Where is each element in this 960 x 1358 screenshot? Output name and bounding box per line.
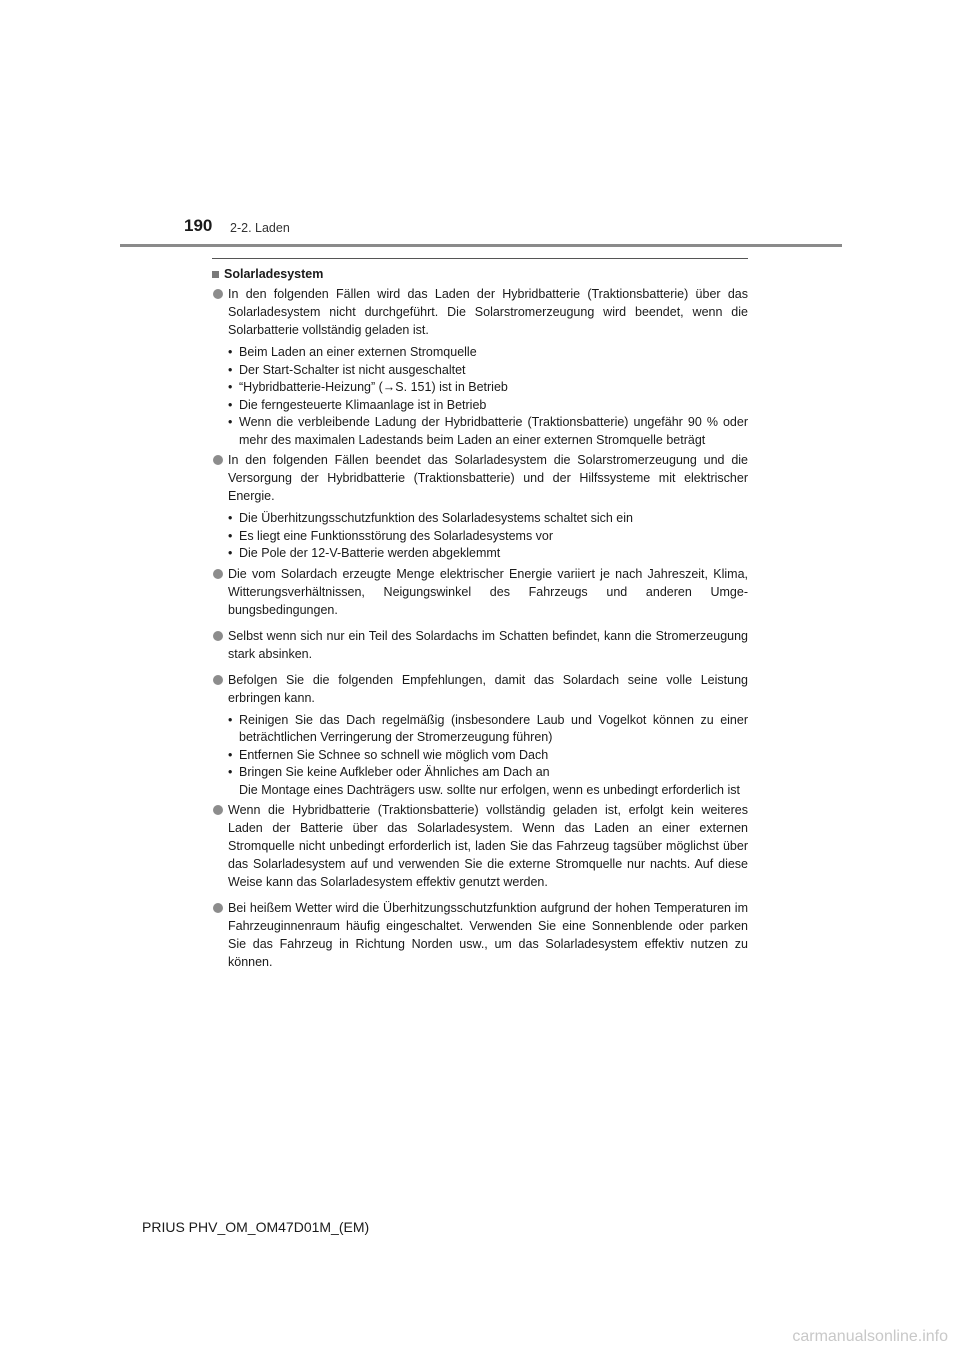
list-item-text: Bringen Sie keine Aufkleber oder Ähnliches am Dach an bbox=[239, 765, 550, 779]
list-item-text: Die Pole der 12-V-Batterie werden abgeklemmt bbox=[239, 546, 501, 560]
list-item-text: Entfernen Sie Schnee so schnell wie möglich vom Dach bbox=[239, 747, 549, 762]
dot-bullet-icon: • bbox=[228, 415, 233, 429]
note-text: Selbst wenn sich nur ein Teil des Solardachs im Schatten befindet, kann die Stromerzeugung stark absinken. bbox=[228, 628, 748, 661]
dot-bullet-icon: • bbox=[228, 362, 233, 377]
dot-bullet-icon: • bbox=[228, 747, 233, 762]
note-paragraph bbox=[212, 801, 748, 891]
list-item bbox=[228, 545, 748, 563]
section-heading bbox=[212, 267, 748, 281]
dot-bullet-icon: • bbox=[228, 511, 233, 525]
list-item bbox=[228, 362, 748, 380]
list-item-text: Die Überhitzungsschutzfunktion des Solarladesystems schaltet sich ein bbox=[239, 511, 633, 525]
watermark: carmanualsonline.info bbox=[792, 1328, 948, 1345]
list-item-text: Es liegt eine Funktionsstörung des Solarladesystems vor bbox=[239, 528, 554, 543]
note-paragraph bbox=[212, 451, 748, 505]
note-paragraph bbox=[212, 627, 748, 663]
dot-bullet-icon: • bbox=[228, 546, 233, 560]
dot-bullet-icon: • bbox=[228, 528, 233, 543]
page-number: 190 bbox=[184, 216, 213, 235]
note-text: Befolgen Sie die folgenden Empfehlungen, damit das Solardach seine volle Leistung erbringen kann. bbox=[228, 672, 748, 705]
list-item bbox=[228, 344, 748, 362]
section-divider bbox=[212, 258, 748, 259]
header-divider bbox=[120, 244, 842, 247]
list-item-text: “Hybridbatterie-Heizung” (→S. 151) ist in Betrieb bbox=[239, 380, 508, 394]
circle-bullet-icon bbox=[213, 805, 223, 815]
list-item-text: Der Start-Schalter ist nicht ausgeschaltet bbox=[239, 362, 466, 377]
note-text: Bei heißem Wetter wird die Überhitzungsschutzfunktion aufgrund der hohen Temperaturen im Fahrzeuginnenraum häufig eingeschaltet. Verwenden Sie eine Sonnenblende oder parken Sie das Fahrzeug in Richtung Norden usw., um das Solarladesystem effektiv nutzen zu können. bbox=[228, 901, 748, 969]
note-paragraph bbox=[212, 565, 748, 619]
note-text: In den folgenden Fällen wird das Laden der Hybridbatterie (Traktionsbatterie) über das Solarladesystem nicht durchgeführt. Die Solarstromerzeugung wird beendet, wenn die Solarbatterie vollständig geladen ist. bbox=[228, 287, 748, 337]
circle-bullet-icon bbox=[213, 631, 223, 641]
dot-bullet-icon: • bbox=[228, 345, 233, 359]
note-text: Wenn die Hybridbatterie (Traktionsbatterie) vollständig geladen ist, erfolgt kein weiteres Laden der Batterie über das Solarladesystem. Wenn das Laden an einer externen Stromquelle nicht unbedingt erforderlich ist, laden Sie das Fahrzeug tagsüber möglichst über das Solarladesystem auf und verwenden Sie die externe Stromquelle nur nachts. Auf diese Weise kann das Solarladesystem effektiv genutzt werden. bbox=[228, 803, 748, 889]
list-item-text: Wenn die verbleibende Ladung der Hybridbatterie (Traktionsbatterie) ungefähr 90 % oder mehr des maximalen Ladestands beim Laden an einer externen Stromquelle beträgt bbox=[239, 415, 748, 447]
list-item-note: Die Montage eines Dachträgers usw. sollte nur erfolgen, wenn es unbedingt erforderlich ist bbox=[239, 782, 740, 797]
list-item bbox=[228, 528, 748, 546]
sub-list bbox=[212, 510, 748, 563]
circle-bullet-icon bbox=[213, 903, 223, 913]
list-item bbox=[228, 414, 748, 449]
note-paragraph bbox=[212, 285, 748, 339]
circle-bullet-icon bbox=[213, 289, 223, 299]
circle-bullet-icon bbox=[213, 675, 223, 685]
list-item bbox=[228, 379, 748, 397]
square-bullet-icon bbox=[212, 271, 219, 278]
note-text: In den folgenden Fällen beendet das Solarladesystem die Solarstromerzeugung und die Versorgung der Hybridbatterie (Traktionsbatterie) und der Hilfssysteme mit elektrischer Energie. bbox=[228, 453, 748, 503]
sub-list bbox=[212, 712, 748, 800]
list-item bbox=[228, 764, 748, 799]
circle-bullet-icon bbox=[213, 455, 223, 465]
list-item bbox=[228, 712, 748, 747]
list-item-text: Beim Laden an einer externen Stromquelle bbox=[239, 345, 477, 359]
note-text: Die vom Solardach erzeugte Menge elektrischer Energie variiert je nach Jahreszeit, Klima, Witterungsverhältnissen, Neigungswinkel des Fahrzeugs und anderen Umgebungsbedingungen. bbox=[228, 566, 748, 617]
dot-bullet-icon: • bbox=[228, 380, 233, 394]
list-item bbox=[228, 747, 748, 765]
dot-bullet-icon: • bbox=[228, 765, 233, 779]
section-title-text: Solarladesystem bbox=[224, 267, 324, 281]
note-paragraph bbox=[212, 671, 748, 707]
circle-bullet-icon bbox=[213, 569, 223, 579]
dot-bullet-icon: • bbox=[228, 397, 233, 412]
document-footer: PRIUS PHV_OM_OM47D01M_(EM) bbox=[142, 1219, 370, 1235]
list-item-text: Reinigen Sie das Dach regelmäßig (insbesondere Laub und Vogelkot können zu einer beträchtlichen Verringerung der Stromerzeugung führen) bbox=[239, 712, 748, 744]
note-paragraph bbox=[212, 899, 748, 971]
content-area bbox=[212, 258, 748, 971]
list-item bbox=[228, 397, 748, 415]
dot-bullet-icon: • bbox=[228, 712, 233, 727]
list-item bbox=[228, 510, 748, 528]
chapter-title: 2-2. Laden bbox=[230, 221, 290, 235]
list-item-text: Die ferngesteuerte Klimaanlage ist in Betrieb bbox=[239, 397, 487, 412]
sub-list bbox=[212, 344, 748, 449]
